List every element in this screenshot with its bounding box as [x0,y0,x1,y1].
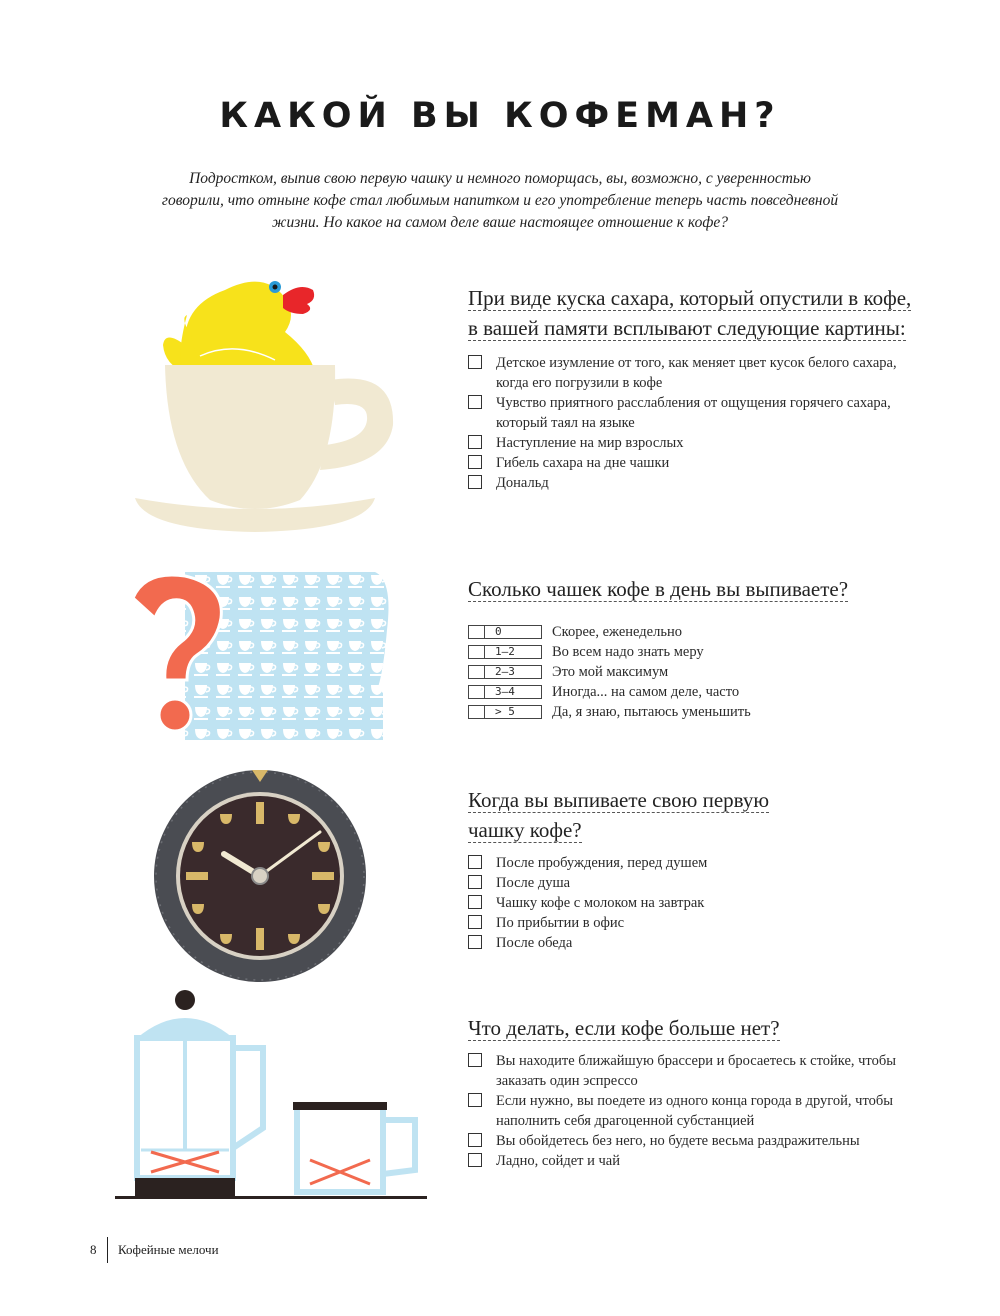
duck-cup-illustration [125,260,405,540]
option-label: Наступление на мир взрослых [496,435,684,451]
count-box[interactable]: 0 [468,625,542,639]
option-label: После пробуждения, перед душем [496,855,708,871]
option-label: Дональд [496,475,549,491]
french-press-icon [135,990,263,1198]
option-item[interactable] [468,433,918,453]
option-item[interactable] [468,473,918,493]
question-3 [468,785,798,953]
option-item[interactable] [468,393,918,433]
question-3-title: Когда вы выпиваете свою первую чашку кофе? [468,788,770,842]
option-label: Гибель сахара на дне чашки [496,455,670,471]
checkbox[interactable] [468,1053,482,1067]
option-label: Чашку кофе с молоком на завтрак [496,895,705,911]
question-1 [468,283,918,493]
question-4 [468,1013,918,1171]
option-label: Ладно, сойдет и чай [496,1153,621,1169]
option-label: Чувство приятного расслабления от ощущения горячего сахара, который таял на языке [496,395,891,431]
option-item[interactable] [468,453,918,473]
question-2-title: Сколько чашек кофе в день вы выпиваете? [468,577,849,601]
option-item[interactable] [468,353,918,393]
option-item[interactable] [468,893,798,913]
page-footer [90,1237,219,1263]
checkbox[interactable] [468,475,482,489]
page-title: КАКОЙ ВЫ КОФЕМАН? [219,96,781,136]
option-label: Если нужно, вы поедете из одного конца города в другой, чтобы наполнить себя драгоценной субстанцией [496,1093,893,1129]
cups-question-illustration [125,570,390,745]
mug-icon [293,1102,415,1192]
option-item[interactable] [468,622,918,642]
table-line [115,1196,427,1199]
option-item[interactable] [468,642,918,662]
clock-icon [154,770,366,982]
count-box[interactable]: 2–3 [468,665,542,679]
option-label: Да, я знаю, пытаюсь уменьшить [552,704,751,720]
checkbox[interactable] [468,355,482,369]
checkbox[interactable] [468,435,482,449]
count-box[interactable]: > 5 [468,705,542,719]
checkbox[interactable] [468,1093,482,1107]
question-4-title: Что делать, если кофе больше нет? [468,1016,780,1040]
checkbox[interactable] [468,875,482,889]
question-2 [468,574,918,722]
checkbox[interactable] [468,395,482,409]
checkbox[interactable] [468,935,482,949]
option-label: Это мой максимум [552,664,669,680]
page-number: 8 [90,1242,97,1257]
checkbox[interactable] [468,455,482,469]
count-box[interactable]: 3–4 [468,685,542,699]
option-item[interactable] [468,662,918,682]
checkbox[interactable] [468,915,482,929]
option-label: По прибытии в офис [496,915,625,931]
french-press-illustration [115,988,430,1203]
clock-illustration [152,768,368,984]
option-item[interactable] [468,1091,918,1131]
option-label: После обеда [496,935,573,951]
checkbox[interactable] [468,895,482,909]
option-item[interactable] [468,913,798,933]
option-label: Иногда... на самом деле, часто [552,684,740,700]
count-box[interactable]: 1–2 [468,645,542,659]
option-item[interactable] [468,682,918,702]
footer-divider [107,1237,109,1263]
question-1-title: При виде куска сахара, который опустили в кофе, в вашей памяти всплывают следующие картины: [468,286,912,340]
option-item[interactable] [468,873,798,893]
option-label: Скорее, еженедельно [552,624,682,640]
option-item[interactable] [468,933,798,953]
coffee-cup-icon [135,365,393,532]
checkbox[interactable] [468,1153,482,1167]
checkbox[interactable] [468,1133,482,1147]
option-label: Во всем надо знать меру [552,644,704,660]
option-label: Вы обойдетесь без него, но будете весьма раздражительны [496,1133,860,1149]
intro-paragraph: Подростком, выпив свою первую чашку и немного поморщась, вы, возможно, с уверенностью говорили, что отныне кофе стал любимым напитком и его употребление теперь часть повседневной жизни. Но какое на самом деле ваше настоящее отношение к кофе? [161,170,839,231]
option-item[interactable] [468,1051,918,1091]
book-title: Кофейные мелочи [118,1242,219,1257]
option-item[interactable] [468,853,798,873]
option-label: После душа [496,875,571,891]
checkbox[interactable] [468,855,482,869]
option-label: Вы находите ближайшую брассери и бросаетесь к стойке, чтобы заказать один эспрессо [496,1053,896,1089]
rubber-duck-icon [163,281,315,372]
option-label: Детское изумление от того, как меняет цвет кусок белого сахара, когда его погрузили в кофе [496,355,897,391]
option-item[interactable] [468,1131,918,1151]
option-item[interactable] [468,702,918,722]
option-item[interactable] [468,1151,918,1171]
